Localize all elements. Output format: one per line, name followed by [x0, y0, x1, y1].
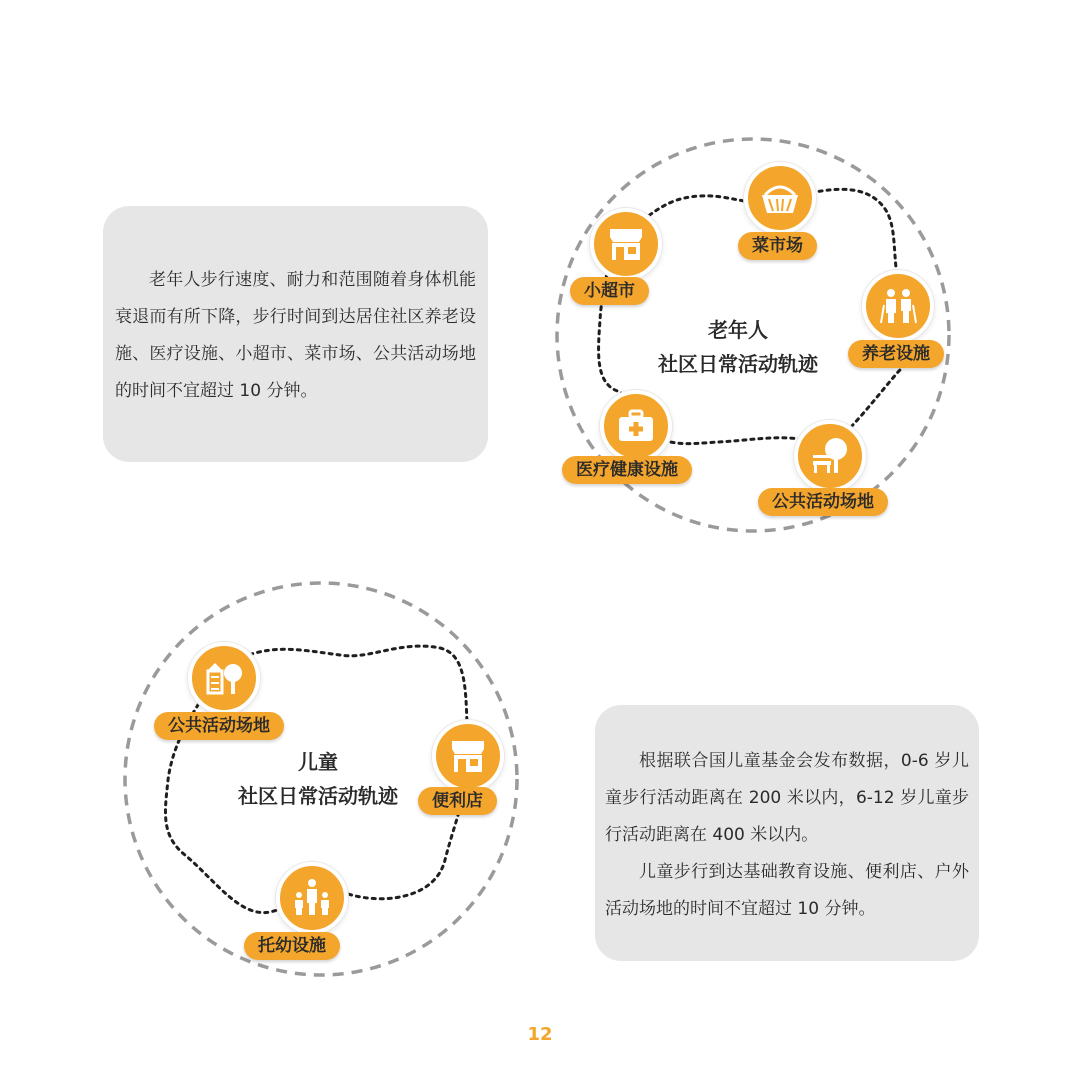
child-title-line2: 社区日常活动轨迹 [238, 784, 398, 808]
family-icon [276, 862, 348, 934]
node-label: 养老设施 [848, 340, 944, 368]
child-title-line1: 儿童 [298, 750, 338, 774]
playground-icon [188, 642, 260, 714]
node-label: 公共活动场地 [758, 488, 888, 516]
child-center-title [218, 745, 418, 813]
medical-kit-icon [600, 390, 672, 462]
node-label: 便利店 [418, 787, 497, 815]
page-number: 12 [527, 1024, 553, 1045]
node-label: 公共活动场地 [154, 712, 284, 740]
park-bench-tree-icon [794, 420, 866, 492]
node-label: 托幼设施 [244, 932, 340, 960]
store-icon [432, 720, 504, 792]
child-description-2: 儿童步行到达基础教育设施、便利店、户外活动场地的时间不宜超过 10 分钟。 [605, 862, 969, 919]
store-icon [590, 208, 662, 280]
node-label: 小超市 [570, 277, 649, 305]
node-label: 医疗健康设施 [562, 456, 692, 484]
elder-center-title [638, 313, 838, 381]
elder-title-line2: 社区日常活动轨迹 [658, 352, 818, 376]
basket-icon [744, 162, 816, 234]
elderly-couple-icon [862, 270, 934, 342]
node-label: 菜市场 [738, 232, 817, 260]
child-description-1: 根据联合国儿童基金会发布数据，0-6 岁儿童步行活动距离在 200 米以内，6-12 岁儿童步行活动距离在 400 米以内。 [605, 751, 969, 845]
elder-title-line1: 老年人 [708, 318, 768, 342]
elder-description: 老年人步行速度、耐力和范围随着身体机能衰退而有所下降，步行时间到达居住社区养老设施、医疗设施、小超市、菜市场、公共活动场地的时间不宜超过 10 分钟。 [115, 270, 476, 401]
